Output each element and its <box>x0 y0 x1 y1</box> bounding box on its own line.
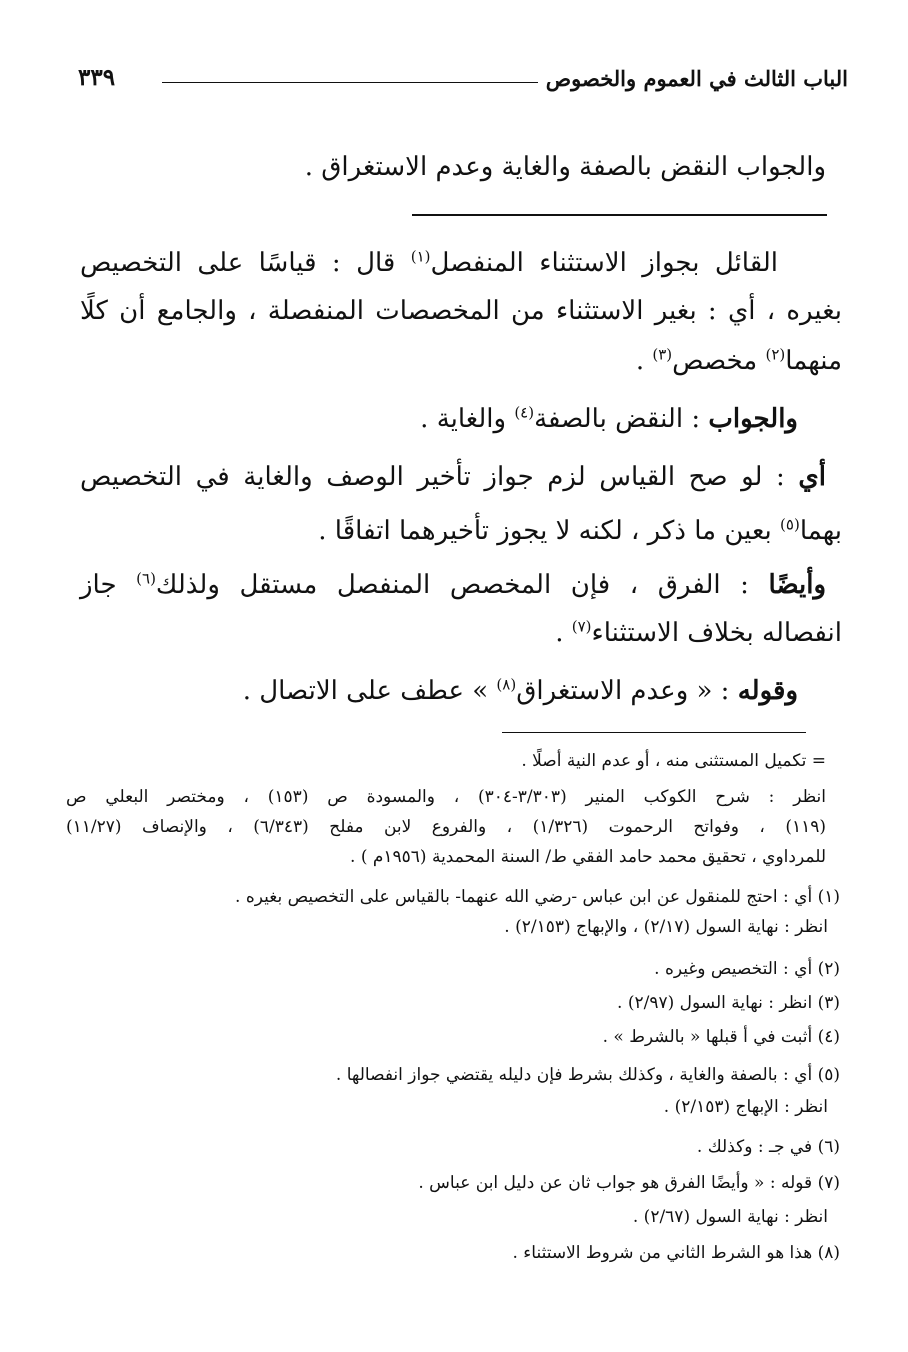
footnote-1: (١) أي : احتج للمنقول عن ابن عباس -رضي الله عنهما- بالقياس على التخصيص بغيره . <box>235 887 840 907</box>
matn-separator-rule <box>412 214 827 216</box>
footnote-5: (٥) أي : بالصفة والغاية ، وكذلك بشرط فإن دليله يقتضي جواز انفصالها . <box>335 1065 840 1085</box>
footnote-ref[interactable]: (٣) <box>652 345 673 364</box>
footnote-continuation: = تكميل المستثنى منه ، أو عدم النية أصلًا . <box>521 751 826 771</box>
commentary-line: والجواب : النقض بالصفة$^{(٤)}$ والغاية . <box>420 403 798 434</box>
header-rule <box>162 82 538 83</box>
footnote-7-source: انظر : نهاية السول (٢/٦٧) . <box>632 1207 828 1227</box>
footnote-5-source: انظر : الإبهاج (٢/١٥٣) . <box>663 1097 828 1117</box>
commentary-line: وقوله : « وعدم الاستغراق$^{(٨)}$ » عطف على الاتصال . <box>242 675 798 706</box>
footnote-8: (٨) هذا هو الشرط الثاني من شروط الاستثناء . <box>512 1243 840 1263</box>
footnote-ref[interactable]: (٨) <box>496 675 517 694</box>
footnote-1-source: انظر : نهاية السول (٢/١٧) ، والإبهاج (٢/١٥٣) . <box>504 917 828 937</box>
page-number: ٣٣٩ <box>78 64 116 91</box>
commentary-line: القائل بجواز الاستثناء المنفصل$^{(١)}$ قال : قياسًا على التخصيص <box>80 247 778 278</box>
footnote-continuation: للمرداوي ، تحقيق محمد حامد الفقي ط/ السنة المحمدية (١٩٥٦م ) . <box>350 847 826 867</box>
footnote-3: (٣) انظر : نهاية السول (٢/٩٧) . <box>617 993 840 1013</box>
commentary-line: أي : لو صح القياس لزم جواز تأخير الوصف والغاية في التخصيص <box>80 462 826 492</box>
footnote-ref[interactable]: (٦) <box>136 569 156 588</box>
footnote-separator-rule <box>502 732 806 733</box>
footnote-ref[interactable]: (٧) <box>571 617 592 636</box>
footnote-6: (٦) في جـ : وكذلك . <box>696 1137 840 1157</box>
footnote-7: (٧) قوله : « وأيضًا الفرق هو جواب ثان عن دليل ابن عباس . <box>418 1173 840 1193</box>
footnote-continuation: انظر : شرح الكوكب المنير (٣/٣٠٣-٣٠٤) ، والمسودة ص (١٥٣) ، ومختصر البعلي ص <box>66 787 826 807</box>
matn-text <box>305 142 826 192</box>
running-title: الباب الثالث في العموم والخصوص <box>545 66 848 91</box>
matn-text-content: والجواب النقض بالصفة والغاية وعدم الاستغراق . <box>304 152 826 182</box>
footnote-4: (٤) أثبت في أ قبلها « بالشرط » . <box>602 1027 840 1047</box>
page-header <box>78 62 848 102</box>
commentary-line: منهما$^{(٢)}$ مخصص$^{(٣)}$ . <box>635 345 842 376</box>
commentary-line: انفصاله بخلاف الاستثناء$^{(٧)}$ . <box>555 617 842 648</box>
footnote-2: (٢) أي : التخصيص وغيره . <box>654 959 840 979</box>
commentary-line: وأيضًا : الفرق ، فإن المخصص المنفصل مستقل ولذلك$^{(٦)}$ جاز <box>80 569 826 600</box>
commentary-line: بهما$^{(٥)}$ بعين ما ذكر ، لكنه لا يجوز تأخيرهما اتفاقًا . <box>318 515 842 546</box>
footnote-ref[interactable]: (٥) <box>780 515 800 534</box>
footnote-continuation: (١١٩) ، وفواتح الرحموت (١/٣٢٦) ، والفروع لابن مفلح (٦/٣٤٣) ، والإنصاف (١١/٢٧) <box>66 817 827 837</box>
footnote-ref[interactable]: (٤) <box>514 403 535 422</box>
footnote-ref[interactable]: (٢) <box>765 345 786 364</box>
footnote-ref[interactable]: (١) <box>410 247 431 266</box>
commentary-line: بغيره ، أي : بغير الاستثناء من المخصصات المنفصلة ، والجامع أن كلًا <box>80 296 842 326</box>
